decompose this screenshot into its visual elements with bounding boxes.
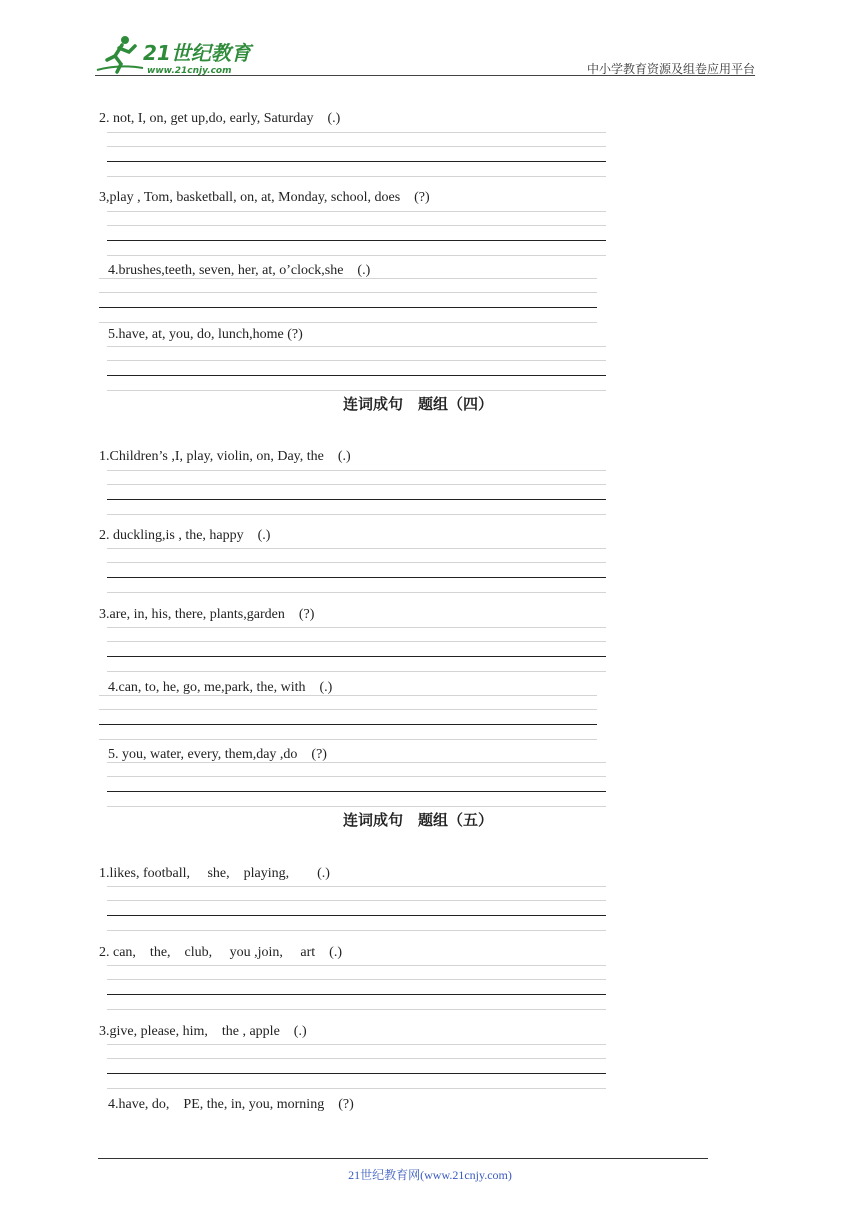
answer-line: [107, 577, 606, 578]
question-item: 3,play , Tom, basketball, on, at, Monday, school, does (?): [99, 190, 430, 205]
answer-line: [99, 278, 597, 279]
answer-line: [107, 484, 606, 485]
answer-line: [99, 307, 597, 308]
answer-line: [107, 562, 606, 563]
answer-line: [107, 375, 606, 376]
answer-line: [107, 994, 606, 995]
answer-line: [99, 292, 597, 293]
answer-line: [107, 627, 606, 628]
site-logo: [95, 34, 265, 76]
answer-line: [99, 739, 597, 740]
answer-line: [107, 255, 606, 256]
answer-line: [107, 806, 606, 807]
answer-line: [107, 225, 606, 226]
answer-line: [107, 1073, 606, 1074]
answer-line: [107, 132, 606, 133]
answer-line: [107, 592, 606, 593]
answer-line: [107, 886, 606, 887]
answer-line: [99, 695, 597, 696]
question-item: 5. you, water, every, them,day ,do (?): [108, 747, 327, 762]
question-item: 2. can, the, club, you ,join, art (.): [99, 945, 343, 960]
question-item: 5.have, at, you, do, lunch,home (?): [108, 327, 303, 342]
logo-main-text: 21世纪教育: [143, 41, 251, 65]
answer-line: [107, 656, 606, 657]
answer-line: [99, 709, 597, 710]
answer-line: [107, 762, 606, 763]
answer-line: [107, 900, 606, 901]
answer-line: [107, 791, 606, 792]
answer-line: [99, 322, 597, 323]
question-item: 1.Children’s ,I, play, violin, on, Day, the (.): [99, 449, 351, 464]
answer-line: [107, 965, 606, 966]
answer-line: [107, 240, 606, 241]
answer-line: [107, 390, 606, 391]
footer-link[interactable]: 21世纪教育网(www.21cnjy.com): [348, 1168, 512, 1182]
answer-line: [107, 161, 606, 162]
answer-line: [107, 1088, 606, 1089]
answer-line: [107, 499, 606, 500]
answer-line: [107, 470, 606, 471]
answer-line: [107, 930, 606, 931]
section-title: 连词成句 题组（四）: [343, 395, 494, 413]
question-item: 2. duckling,is , the, happy (.): [99, 528, 271, 543]
answer-line: [107, 176, 606, 177]
answer-line: [107, 360, 606, 361]
answer-line: [107, 915, 606, 916]
answer-line: [107, 346, 606, 347]
answer-line: [107, 1058, 606, 1059]
answer-line: [107, 211, 606, 212]
question-item: 4.brushes,teeth, seven, her, at, o’clock,she (.): [108, 263, 371, 278]
answer-line: [107, 1009, 606, 1010]
answer-line: [107, 776, 606, 777]
header-divider: [95, 75, 755, 76]
answer-line: [107, 514, 606, 515]
answer-line: [107, 548, 606, 549]
answer-line: [107, 146, 606, 147]
question-item: 3.are, in, his, there, plants,garden (?): [99, 607, 315, 622]
answer-line: [107, 979, 606, 980]
footer-divider: [98, 1158, 708, 1159]
question-item: 1.likes, football, she, playing, (.): [99, 866, 330, 881]
question-item: 3.give, please, him, the , apple (.): [99, 1024, 307, 1039]
question-item: 4.can, to, he, go, me,park, the, with (.): [108, 680, 333, 695]
section-title: 连词成句 题组（五）: [343, 811, 494, 829]
answer-line: [99, 724, 597, 725]
header-platform-text: 中小学教育资源及组卷应用平台: [586, 62, 755, 76]
answer-line: [107, 1044, 606, 1045]
question-item: 4.have, do, PE, the, in, you, morning (?): [108, 1097, 354, 1112]
logo-url-text: www.21cnjy.com: [147, 66, 232, 76]
answer-line: [107, 671, 606, 672]
question-item: 2. not, I, on, get up,do, early, Saturday (.): [99, 111, 341, 126]
answer-line: [107, 641, 606, 642]
